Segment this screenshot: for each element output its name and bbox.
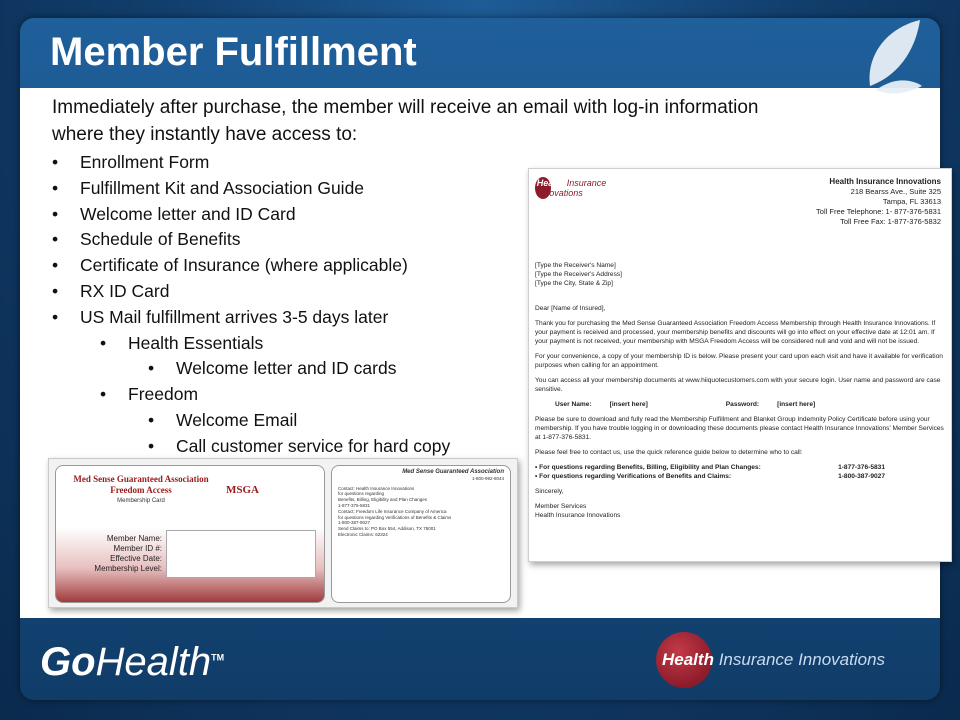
list-item: • Freedom <box>52 382 450 408</box>
bullet-list <box>52 150 450 460</box>
leaf-icon <box>862 16 924 96</box>
letter-paragraph: For your convenience, a copy of your membership ID is below. Please present your card upon each visit and have it available for verification purposes when calling for an appointment. <box>535 353 943 369</box>
letter-paragraph: You can access all your membership documents at www.hiiquotecustomers.com with your secure login. User name and password are case sensitive. <box>535 377 941 393</box>
list-item: • Call customer service for hard copy <box>52 434 450 460</box>
hii-logo: Health Insurance Innovations <box>656 632 896 688</box>
list-item: • US Mail fulfillment arrives 3-5 days later <box>52 305 450 331</box>
list-item: • Health Essentials <box>52 331 450 357</box>
list-item: • Welcome letter and ID Card <box>52 202 450 228</box>
list-item: • Certificate of Insurance (where applicable) <box>52 253 450 279</box>
letter-address2: Tampa, FL 33613 <box>882 197 941 206</box>
letter-paragraph: Thank you for purchasing the Med Sense Guaranteed Association Freedom Access Membership through Health Insurance Innovations. If your payment is received and processed, your membership benefits and discounts will go into effect on your effective date at 12:01 am. If your payment is not received, your membership with MSGA Freedom Access will be considered null and void and will not be issued. <box>535 320 936 345</box>
signature-line: Health Insurance Innovations <box>535 512 621 519</box>
card-back: Med Sense Guaranteed Association 1-800-992-8044 Contact: Health Insurance Innovations for questions regarding Benefits, Billing, Eligibility and Plan Changes 1-877-376-5831 Contact: Freedom Life Insurance Company of America for questions regarding Verifications of Benefits & Claims 1-800-387-9027 Send Claims to: PO Box 554, Addison, TX 75001 Electronic Claims: 62324 <box>331 465 511 603</box>
hii-letter-logo <box>535 177 621 199</box>
list-item: • Enrollment Form <box>52 150 450 176</box>
contact-row: • For questions regarding Verifications of Benefits and Claims: 1-800-387-9027 <box>535 473 885 480</box>
card-back-title: Med Sense Guaranteed Association <box>402 469 504 475</box>
signature-line: Member Services <box>535 503 587 510</box>
letter-paragraph: Please feel free to contact us, use the quick reference guide below to determine who to call: <box>535 449 803 456</box>
letter-company: Health Insurance Innovations <box>829 177 941 186</box>
card-subtitle: Membership Card <box>117 498 165 504</box>
list-item: • Schedule of Benefits <box>52 227 450 253</box>
page-title: Member Fulfillment <box>50 30 417 74</box>
list-item: • Welcome letter and ID cards <box>52 356 450 382</box>
pass-value: [insert here] <box>777 401 816 408</box>
card-fields: Member Name: Member ID #: Effective Date: Membership Level: <box>94 534 162 573</box>
logo-text: Insurance Innovations <box>536 178 607 198</box>
login-row <box>535 400 945 409</box>
receiver-city: [Type the City, State & Zip] <box>535 280 613 287</box>
letter-fax: Toll Free Fax: 1-877-376-5832 <box>840 217 941 226</box>
list-item: • Welcome Email <box>52 408 450 434</box>
letter-address-block <box>816 177 941 227</box>
logo-bold-text: Health <box>536 178 565 188</box>
letter-address1: 218 Bearss Ave., Suite 325 <box>850 187 941 196</box>
card-front <box>55 465 325 603</box>
welcome-letter-image <box>528 168 952 562</box>
id-card-image <box>48 458 518 608</box>
list-item: • Fulfillment Kit and Association Guide <box>52 176 450 202</box>
card-back-phone: 1-800-992-8044 <box>471 475 504 481</box>
user-label: User Name: <box>555 401 592 408</box>
list-item: • RX ID Card <box>52 279 450 305</box>
card-field-box <box>166 530 316 578</box>
pass-label: Password: <box>725 401 760 408</box>
receiver-name: [Type the Receiver's Name] <box>535 262 616 269</box>
letter-paragraph: Please be sure to download and fully read the Membership Fulfillment and Blanket Group Indemnity Policy Certificate before using your membership. If you have trouble logging in or downloading these documents please contact Health Insurance Innovations' Member Services at 1-877-376-5831. <box>535 416 944 441</box>
gohealth-logo: GoHealth™ <box>40 640 225 684</box>
contact-row: • For questions regarding Benefits, Billing, Eligibility and Plan Changes: 1-877-376-5831 <box>535 464 885 471</box>
salutation: Dear [Name of Insured], <box>535 305 606 312</box>
receiver-address: [Type the Receiver's Address] <box>535 271 623 278</box>
intro-text: Immediately after purchase, the member will receive an email with log-in information where they instantly have access to: <box>52 97 759 145</box>
letter-phone: Toll Free Telephone: 1- 877-376-5831 <box>816 207 941 216</box>
msga-logo: MSGA <box>226 484 259 496</box>
letter-body <box>535 261 945 520</box>
user-value: [insert here] <box>609 401 648 408</box>
closing: Sincerely, <box>535 488 564 495</box>
card-title: Med Sense Guaranteed Association Freedom Access <box>73 474 209 495</box>
